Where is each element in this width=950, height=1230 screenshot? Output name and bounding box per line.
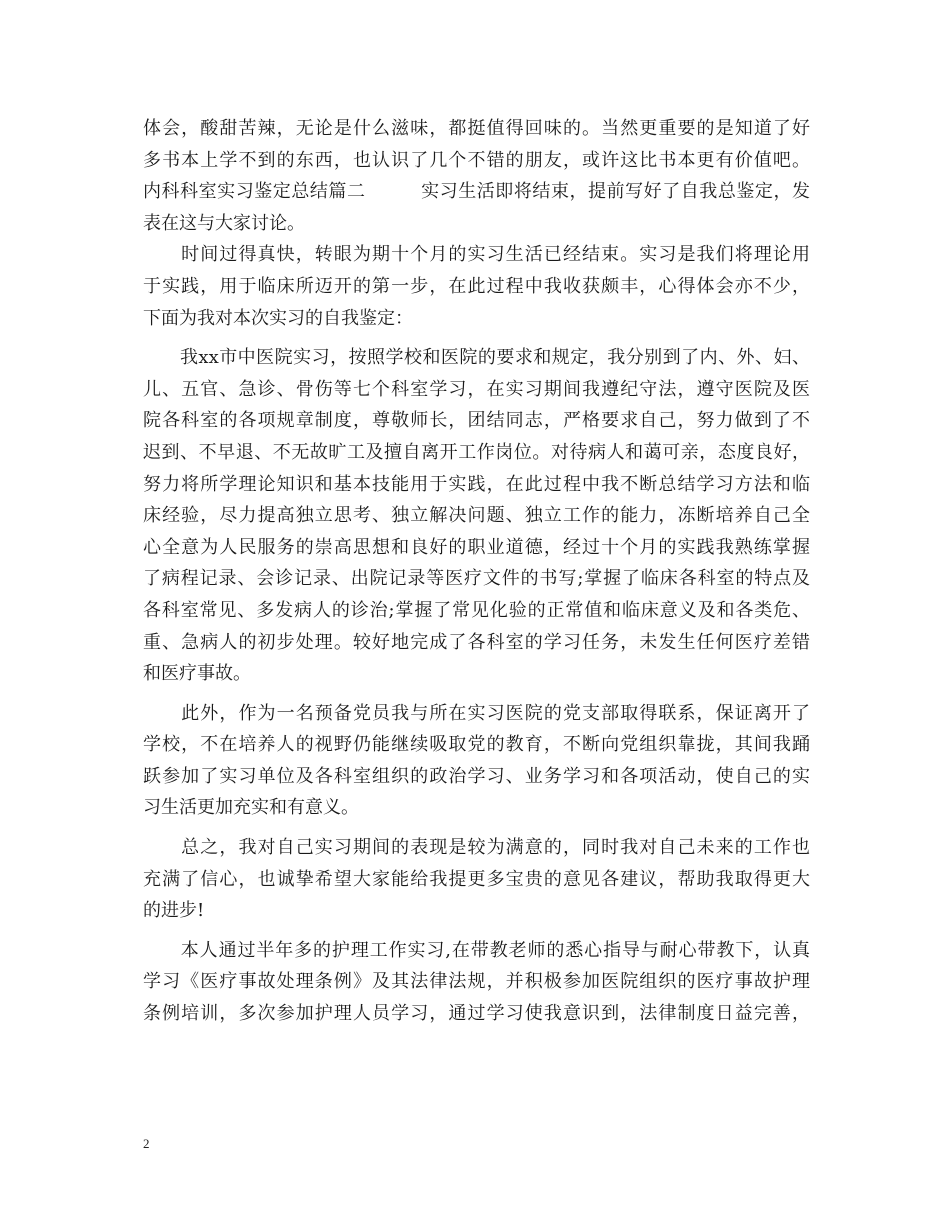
text-line: 学校，不在培养人的视野仍能继续吸取党的教育，不断向党组织靠拢，其间我踊 — [143, 734, 810, 756]
text-line: 学习《医疗事故处理条例》及其法律法规，并积极参加医院组织的医疗事故护理 — [143, 971, 810, 993]
text-line: 充满了信心，也诚挚希望大家能给我提更多宝贵的意见各建议，帮助我取得更大 — [143, 868, 810, 890]
text-line: 院各科室的各项规章制度，尊敬师长，团结同志，严格要求自己，努力做到了不 — [143, 410, 810, 432]
text-line: 时间过得真快，转眼为期十个月的实习生活已经结束。实习是我们将理论用 — [143, 244, 810, 266]
text-line: 条例培训，多次参加护理人员学习，通过学习使我意识到，法律制度日益完善， — [143, 1003, 810, 1025]
text-line: 体会，酸甜苦辣，无论是什么滋味，都挺值得回味的。当然更重要的是知道了好 — [143, 118, 810, 139]
text-line: 多书本上学不到的东西，也认识了几个不错的朋友，或许这比书本更有价值吧。 — [143, 149, 810, 171]
paragraph — [143, 239, 810, 334]
page-number: 2 — [143, 1136, 150, 1151]
paragraph — [143, 113, 810, 239]
text-line: 和医疗事故。 — [143, 663, 251, 685]
text-line: 的进步! — [143, 900, 205, 922]
text-line: 心全意为人民服务的崇高思想和良好的职业道德，经过十个月的实践我熟练掌握 — [143, 536, 810, 558]
text-line: 迟到、不早退、不无故旷工及擅自离开工作岗位。对待病人和蔼可亲，态度良好， — [143, 441, 810, 463]
paragraph — [143, 342, 810, 690]
text-line: 各科室常见、多发病人的诊治;掌握了常见化验的正常值和临床意义及和各类危、 — [143, 599, 810, 621]
text-line: 表在这与大家讨论。 — [143, 212, 305, 234]
text-line: 总之，我对自己实习期间的表现是较为满意的，同时我对自己未来的工作也 — [143, 837, 810, 859]
paragraph-gap — [143, 334, 810, 342]
document-body — [143, 113, 810, 1030]
text-line: 本人通过半年多的护理工作实习,在带教老师的悉心指导与耐心带教下，认真 — [143, 939, 810, 961]
text-line: 床经验，尽力提高独立思考、独立解决问题、独立工作的能力，冻断培养自己全 — [143, 505, 810, 527]
text-line: 我xx市中医院实习，按照学校和医院的要求和规定，我分别到了内、外、妇、 — [143, 347, 810, 369]
paragraph-gap — [143, 824, 810, 832]
paragraph — [143, 832, 810, 927]
paragraph-gap — [143, 927, 810, 935]
text-line: 跃参加了实习单位及各科室组织的政治学习、业务学习和各项活动，使自己的实 — [143, 765, 810, 787]
paragraph — [143, 935, 810, 1030]
text-line: 努力将所学理论知识和基本技能用于实践，在此过程中我不断总结学习方法和临 — [143, 473, 810, 495]
text-line: 重、急病人的初步处理。较好地完成了各科室的学习任务，未发生任何医疗差错 — [143, 631, 810, 653]
text-line: 下面为我对本次实习的自我鉴定： — [143, 307, 413, 329]
text-line: 习生活更加充实和有意义。 — [143, 797, 359, 819]
paragraph-gap — [143, 690, 810, 698]
text-line: 儿、五官、急诊、骨伤等七个科室学习，在实习期间我遵纪守法，遵守医院及医 — [143, 378, 810, 400]
paragraph — [143, 698, 810, 824]
text-line: 内科科室实习鉴定总结篇二 实习生活即将结束，提前写好了自我总鉴定，发 — [143, 181, 810, 203]
text-line: 了病程记录、会诊记录、出院记录等医疗文件的书写;掌握了临床各科室的特点及 — [143, 568, 810, 590]
text-line: 此外，作为一名预备党员我与所在实习医院的党支部取得联系，保证离开了 — [143, 702, 810, 724]
text-line: 于实践，用于临床所迈开的第一步，在此过程中我收获颇丰，心得体会亦不少， — [143, 275, 810, 297]
